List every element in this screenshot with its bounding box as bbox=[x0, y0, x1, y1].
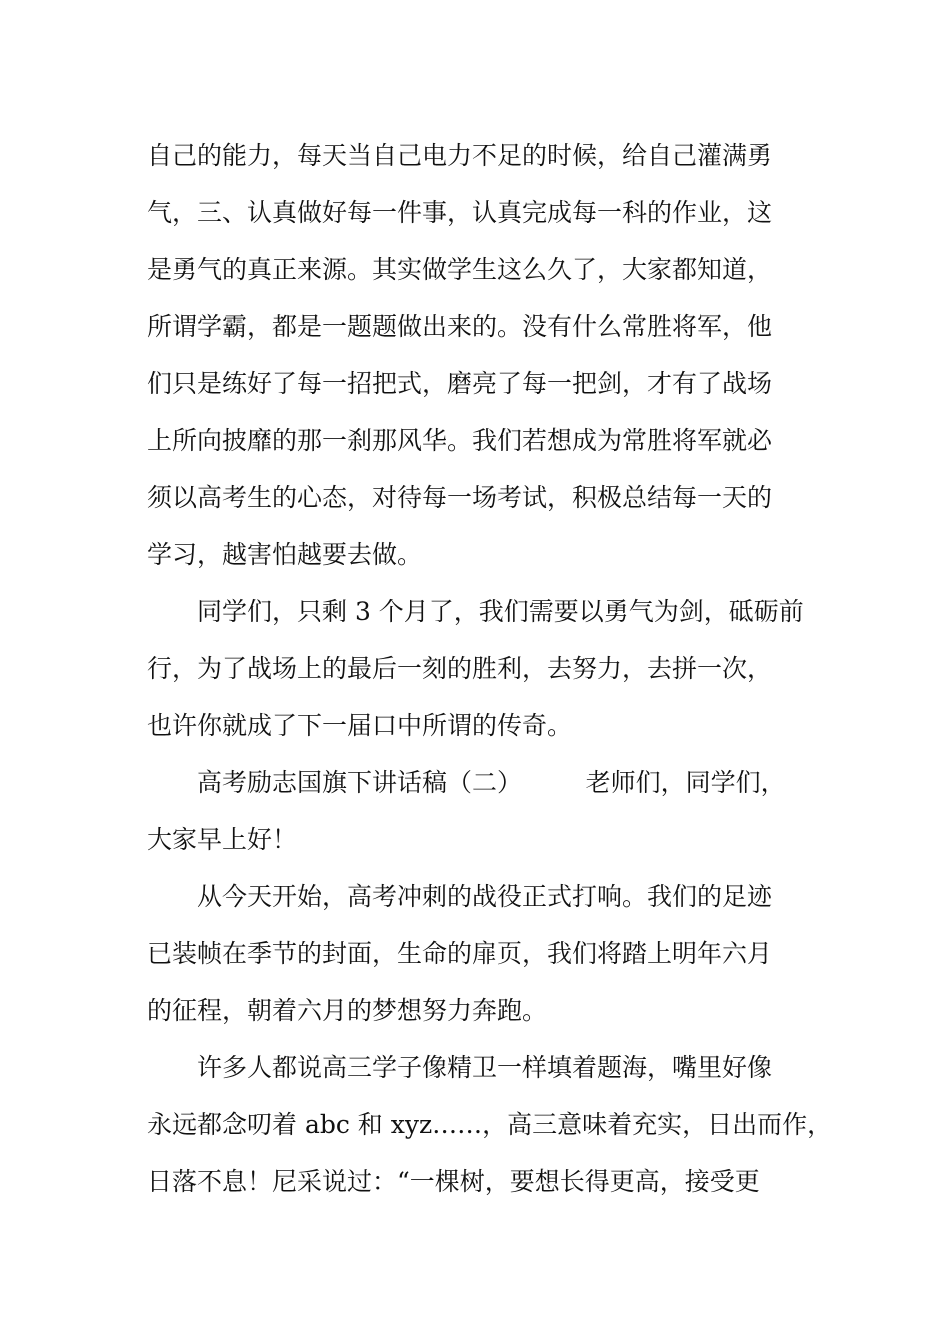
text-line: 气，三、认真做好每一件事，认真完成每一科的作业，这 bbox=[147, 198, 773, 227]
paragraph-5 bbox=[147, 1039, 833, 1210]
text-line: 自己的能力，每天当自己电力不足的时候，给自己灌满勇 bbox=[147, 141, 773, 170]
text-line: 同学们，只剩 3 个月了，我们需要以勇气为剑，砥砺前 bbox=[197, 597, 804, 626]
text-line: 日落不息！尼采说过：“一棵树，要想长得更高，接受更 bbox=[147, 1167, 760, 1196]
paragraph-2 bbox=[147, 583, 812, 754]
paragraph-4 bbox=[147, 868, 812, 1039]
document-body bbox=[147, 127, 833, 1210]
text-line: 须以高考生的心态，对待每一场考试，积极总结每一天的 bbox=[147, 483, 773, 512]
greeting-line: 大家早上好！ bbox=[147, 825, 298, 854]
text-line: 也许你就成了下一届口中所谓的传奇。 bbox=[147, 711, 573, 740]
text-line: 上所向披靡的那一刹那风华。我们若想成为常胜将军就必 bbox=[147, 426, 773, 455]
text-line: 许多人都说高三学子像精卫一样填着题海，嘴里好像 bbox=[197, 1053, 773, 1082]
text-line: 已装帧在季节的封面，生命的扉页，我们将踏上明年六月 bbox=[147, 939, 773, 968]
text-line: 从今天开始，高考冲刺的战役正式打响。我们的足迹 bbox=[197, 882, 773, 911]
text-line: 们只是练好了每一招把式，磨亮了每一把剑，才有了战场 bbox=[147, 369, 773, 398]
text-line: 永远都念叨着 abc 和 xyz……，高三意味着充实，日出而作， bbox=[147, 1110, 833, 1139]
text-line: 所谓学霸，都是一题题做出来的。没有什么常胜将军，他 bbox=[147, 312, 773, 341]
paragraph-3-heading bbox=[147, 754, 812, 868]
text-line: 行，为了战场上的最后一刻的胜利，去努力，去拼一次， bbox=[147, 654, 773, 683]
speech-title-line: 高考励志国旗下讲话稿（二） 老师们，同学们， bbox=[197, 768, 786, 797]
paragraph-1 bbox=[147, 127, 812, 583]
text-line: 学习，越害怕越要去做。 bbox=[147, 540, 423, 569]
text-line: 是勇气的真正来源。其实做学生这么久了，大家都知道， bbox=[147, 255, 773, 284]
text-line: 的征程，朝着六月的梦想努力奔跑。 bbox=[147, 996, 548, 1025]
